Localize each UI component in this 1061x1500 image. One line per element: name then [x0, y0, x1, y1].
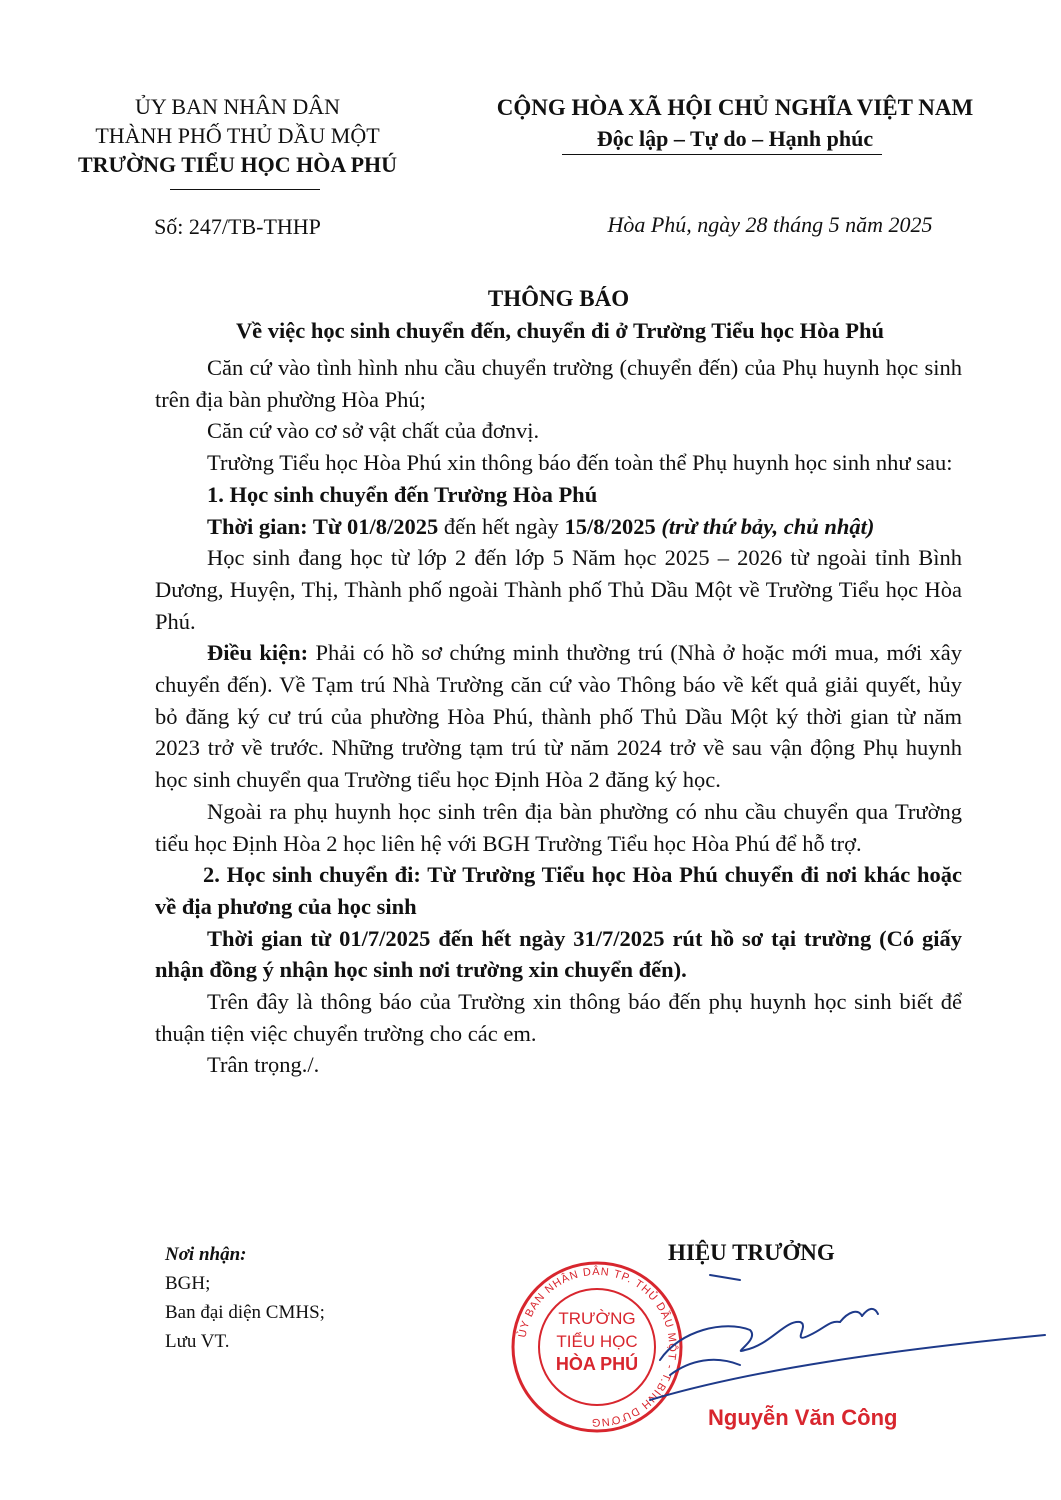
handwritten-signature — [650, 1275, 1045, 1400]
section-1-conditions — [155, 637, 962, 796]
issuer-underline — [170, 189, 320, 190]
stamp-line-3: HÒA PHÚ — [555, 1354, 639, 1374]
issuer-school-name: TRƯỜNG TIỂU HỌC HÒA PHÚ — [77, 152, 398, 177]
motto-underline — [562, 154, 882, 155]
recipient-item: Lưu VT. — [165, 1331, 230, 1352]
section-1-paragraph-other: Ngoài ra phụ huynh học sinh trên địa bàn phường có nhu cầu chuyển qua Trường tiểu học Định Hòa 2 học liên hệ với BGH Trường Tiểu học Hòa Phú để hỗ trợ. — [155, 798, 962, 856]
section-1-paragraph-students: Học sinh đang học từ lớp 2 đến lớp 5 Năm học 2025 – 2026 từ ngoài tỉnh Bình Dương, Huyện, Thị, Thành phố ngoài Thành phố Thủ Dầu Một về Trường Tiểu học Hòa Phú. — [155, 545, 962, 634]
issuer-line-2: THÀNH PHỐ THỦ DẦU MỘT — [95, 123, 380, 148]
recipient-item: Ban đại diện CMHS; — [165, 1302, 325, 1323]
nation-block — [455, 92, 1015, 154]
stamp-ring-text: ỦY BAN NHÂN DÂN TP. THỦ DẦU MỘT - T.BÌNH DƯƠNG — [516, 1265, 679, 1429]
stamp-line-1: TRƯỜNG — [558, 1309, 636, 1328]
document-title: THÔNG BÁO — [487, 286, 630, 311]
recipients-block — [165, 1240, 325, 1356]
closing-paragraph: Trên đây là thông báo của Trường xin thông báo đến phụ huynh học sinh biết để thuận tiện việc chuyển trường cho các em. — [155, 989, 962, 1046]
section-1-heading: 1. Học sinh chuyển đến Trường Hòa Phú — [207, 481, 598, 507]
stamp-line-2: TIỂU HỌC — [556, 1332, 638, 1351]
document-number: Số: 247/TB-THHP — [154, 214, 321, 239]
issuer-line-1: ỦY BAN NHÂN DÂN — [134, 94, 341, 119]
regards: Trân trọng./. — [207, 1052, 320, 1078]
section-1-time-end: 15/8/2025 — [564, 513, 656, 539]
issuer-block — [45, 92, 430, 179]
signature-title: HIỆU TRƯỞNG — [668, 1240, 835, 1265]
section-1-time-mid: đến hết ngày — [438, 513, 565, 539]
section-2-time: Thời gian từ 01/7/2025 đến hết ngày 31/7/2025 rút hồ sơ tại trường (Có giấy nhận đồng ý nhận học sinh nơi trường xin chuyển đến). — [155, 925, 962, 983]
red-stamp — [513, 1263, 681, 1431]
section-1-time-label: Thời gian: Từ 01/8/2025 — [207, 513, 439, 539]
place-date: Hòa Phú, ngày 28 tháng 5 năm 2025 — [607, 212, 933, 237]
recipients-label: Nơi nhận: — [165, 1244, 247, 1265]
paragraph-announcement: Trường Tiểu học Hòa Phú xin thông báo đến toàn thể Phụ huynh học sinh như sau: — [207, 450, 953, 476]
paragraph-basis-2: Căn cứ vào cơ sở vật chất của đơnvị. — [207, 418, 540, 444]
section-1-time-note: (trừ thứ bảy, chủ nhật) — [655, 513, 875, 539]
signer-name: Nguyễn Văn Công — [708, 1405, 898, 1430]
document-body — [155, 352, 962, 1081]
nation-title: CỘNG HÒA XÃ HỘI CHỦ NGHĨA VIỆT NAM — [496, 95, 974, 120]
nation-motto: Độc lập – Tự do – Hạnh phúc — [596, 126, 874, 151]
section-1-conditions-text: Phải có hồ sơ chứng minh thường trú (Nhà ở hoặc mới mua, mới xây chuyển đến). Về Tạm trú Nhà Trường căn cứ vào Thông báo về kết quả giải quyết, hủy bỏ đăng ký cư trú của phường Hòa Phú, thành phố Thủ Dầu Một ký thời gian từ năm 2023 trở về trước. Những trường tạm trú từ năm 2024 trở về sau vận động Phụ huynh học sinh chuyển qua Trường tiểu học Định Hòa 2 đăng ký học. — [155, 640, 962, 793]
paragraph-basis-1: Căn cứ vào tình hình nhu cầu chuyển trường (chuyển đến) của Phụ huynh học sinh trên địa bàn phường Hòa Phú; — [155, 355, 962, 412]
section-1-conditions-label: Điều kiện: — [207, 640, 309, 666]
recipient-item: BGH; — [165, 1273, 211, 1294]
section-1-time — [155, 511, 962, 543]
section-2-heading: 2. Học sinh chuyển đi: Từ Trường Tiểu học Hòa Phú chuyển đi nơi khác hoặc về địa phương của học sinh — [155, 862, 962, 919]
document-subtitle: Về việc học sinh chuyển đến, chuyển đi ở Trường Tiểu học Hòa Phú — [235, 318, 885, 343]
